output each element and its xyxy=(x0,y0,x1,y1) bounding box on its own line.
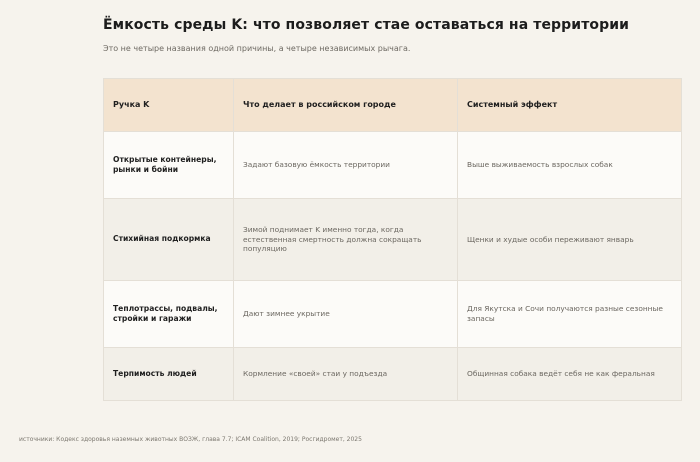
page-title: Ёмкость среды K: что позволяет стае оставаться на территории xyxy=(103,17,630,33)
page-subtitle: Это не четыре названия одной причины, а четыре независимых рычага. xyxy=(103,44,411,53)
column-header-handle: Ручка K xyxy=(104,79,234,132)
row-effect: Щенки и худые особи переживают январь xyxy=(458,199,682,281)
row-effect: Общинная собака ведёт себя не как феральная xyxy=(458,348,682,401)
table-row xyxy=(104,348,682,401)
levers-table xyxy=(103,78,682,401)
row-does: Задают базовую ёмкость территории xyxy=(234,132,458,199)
row-effect: Для Якутска и Сочи получаются разные сезонные запасы xyxy=(458,281,682,348)
row-does: Кормление «своей» стаи у подъезда xyxy=(234,348,458,401)
row-does: Дают зимнее укрытие xyxy=(234,281,458,348)
row-handle: Теплотрассы, подвалы, стройки и гаражи xyxy=(104,281,234,348)
table-header-row xyxy=(104,79,682,132)
table-row xyxy=(104,199,682,281)
table-row xyxy=(104,281,682,348)
sources-note: источники: Кодекс здоровья наземных животных ВОЗЖ, глава 7.7; ICAM Coalition, 2019; Росгидромет, 2025 xyxy=(19,436,362,443)
row-handle: Терпимость людей xyxy=(104,348,234,401)
column-header-does: Что делает в российском городе xyxy=(234,79,458,132)
row-handle: Открытые контейнеры, рынки и бойни xyxy=(104,132,234,199)
table-row xyxy=(104,132,682,199)
column-header-effect: Системный эффект xyxy=(458,79,682,132)
row-does: Зимой поднимает K именно тогда, когда естественная смертность должна сокращать популяцию xyxy=(234,199,458,281)
row-handle: Стихийная подкормка xyxy=(104,199,234,281)
row-effect: Выше выживаемость взрослых собак xyxy=(458,132,682,199)
